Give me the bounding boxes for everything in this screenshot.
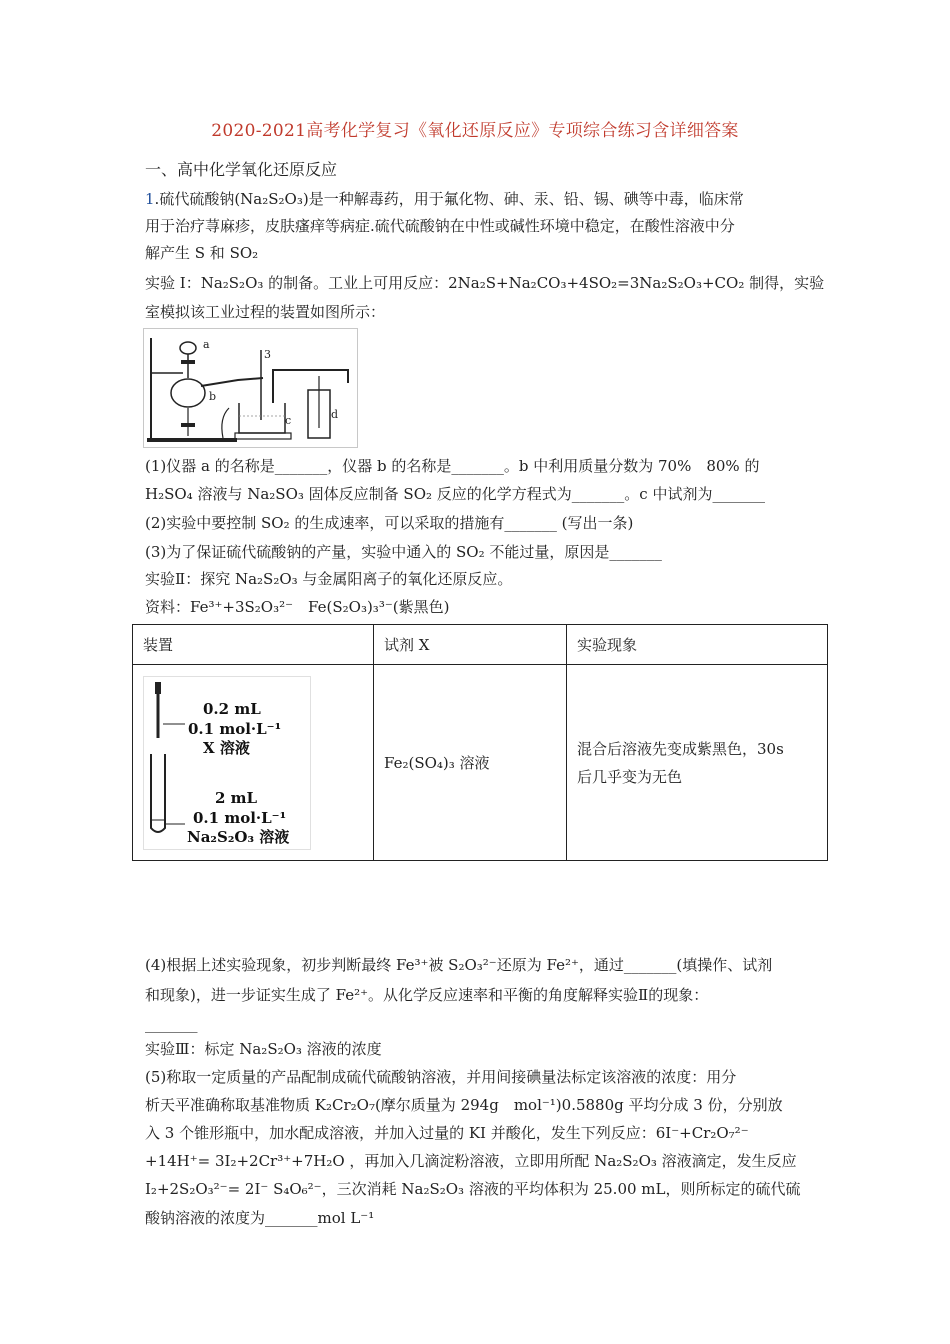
label-3: 3 [264,348,271,361]
label-c: c [285,414,292,427]
question-part-1-cont: H₂SO₄ 溶液与 Na₂SO₃ 固体反应制备 SO₂ 反应的化学方程式为_______。c 中试剂为_______ [145,485,765,503]
cell-phenomenon [567,665,828,861]
header-phenomenon: 实验现象 [567,625,828,665]
question-part-5-line-5: I₂+2S₂O₃²⁻= 2I⁻ S₄O₆²⁻，三次消耗 Na₂S₂O₃ 溶液的平均体积为 25.00 mL，则所标定的硫代硫 [145,1180,801,1198]
fig-bottom-conc: 0.1 mol·L⁻¹ [193,808,287,827]
label-d: d [331,408,339,421]
table-header-row [133,625,828,665]
question-part-3: (3)为了保证硫代硫酸钠的产量，实验中通入的 SO₂ 不能过量，原因是_______ [145,543,662,561]
cell-reagent: Fe₂(SO₄)₃ 溶液 [374,665,567,861]
experiment-1-line-2: 室模拟该工业过程的装置如图所示： [145,303,386,321]
fig-bottom-name: Na₂S₂O₃ 溶液 [187,827,290,846]
phenomenon-line-1: 混合后溶液先变成紫黑色，30s [577,739,784,758]
phenomenon-line-2: 后几乎变为无色 [577,767,683,786]
apparatus-figure [143,328,358,448]
question-part-4-cont: 和现象)，进一步证实生成了 Fe²⁺。从化学反应速率和平衡的角度解释实验Ⅱ的现象： [145,986,709,1004]
cell-apparatus [133,665,374,861]
question-part-4: (4)根据上述实验现象，初步判断最终 Fe³⁺被 S₂O₃²⁻还原为 Fe²⁺，通过_______(填操作、试剂 [145,956,773,974]
reference-line: 资料：Fe³⁺+3S₂O₃²⁻ Fe(S₂O₃)₃³⁻(紫黑色) [145,598,450,616]
label-b: b [209,390,217,403]
question-part-5-line-2: 析天平准确称取基准物质 K₂Cr₂O₇(摩尔质量为 294g mol⁻¹)0.5880g 平均分成 3 份，分别放 [145,1096,783,1114]
question-part-5: (5)称取一定质量的产品配制成硫代硫酸钠溶液，并用间接碘量法标定该溶液的浓度：用分 [145,1068,737,1086]
experiment-table [132,624,828,861]
header-apparatus: 装置 [133,625,374,665]
page-title: 2020-2021高考化学复习《氧化还原反应》专项综合练习含详细答案 [211,121,739,141]
question-part-1: (1)仪器 a 的名称是_______，仪器 b 的名称是_______。b 中利用质量分数为 70% 80% 的 [145,457,760,475]
question-part-5-line-6: 酸钠溶液的浓度为_______mol L⁻¹ [145,1209,375,1227]
question-1-line-2: 用于治疗荨麻疹，皮肤瘙痒等病症.硫代硫酸钠在中性或碱性环境中稳定，在酸性溶液中分 [145,217,735,235]
fig-top-name: X 溶液 [203,738,250,757]
label-a: a [203,338,210,351]
section-heading: 一、高中化学氧化还原反应 [145,160,338,179]
table-row [133,665,828,861]
test-tube-figure [143,676,311,850]
question-part-5-line-4: +14H⁺= 3I₂+2Cr³⁺+7H₂O ，再加入几滴淀粉溶液，立即用所配 Na₂S₂O₃ 溶液滴定，发生反应 [145,1152,797,1170]
experiment-1-line: 实验 I：Na₂S₂O₃ 的制备。工业上可用反应：2Na₂S+Na₂CO₃+4SO₂=3Na₂S₂O₃+CO₂ 制得，实验 [145,274,825,292]
experiment-3-line: 实验Ⅲ：标定 Na₂S₂O₃ 溶液的浓度 [145,1040,382,1058]
question-number: 1 [145,190,155,208]
fig-top-volume: 0.2 mL [203,699,261,718]
fig-bottom-volume: 2 mL [215,788,258,807]
fig-top-conc: 0.1 mol·L⁻¹ [188,719,282,738]
question-part-5-line-3: 入 3 个锥形瓶中，加水配成溶液，并加入过量的 KI 并酸化，发生下列反应：6I⁻+Cr₂O₇²⁻ [145,1124,749,1142]
question-part-2: (2)实验中要控制 SO₂ 的生成速率，可以采取的措施有_______ (写出一条) [145,514,634,532]
answer-blank: _______ [145,1015,198,1033]
question-1-line-1: 1.硫代硫酸钠(Na₂S₂O₃)是一种解毒药，用于氟化物、砷、汞、铅、锡、碘等中毒，临床常 [145,190,744,208]
question-1-line-3: 解产生 S 和 SO₂ [145,244,259,262]
header-reagent: 试剂 X [374,625,567,665]
experiment-2-line: 实验Ⅱ：探究 Na₂S₂O₃ 与金属阳离子的氧化还原反应。 [145,570,513,588]
